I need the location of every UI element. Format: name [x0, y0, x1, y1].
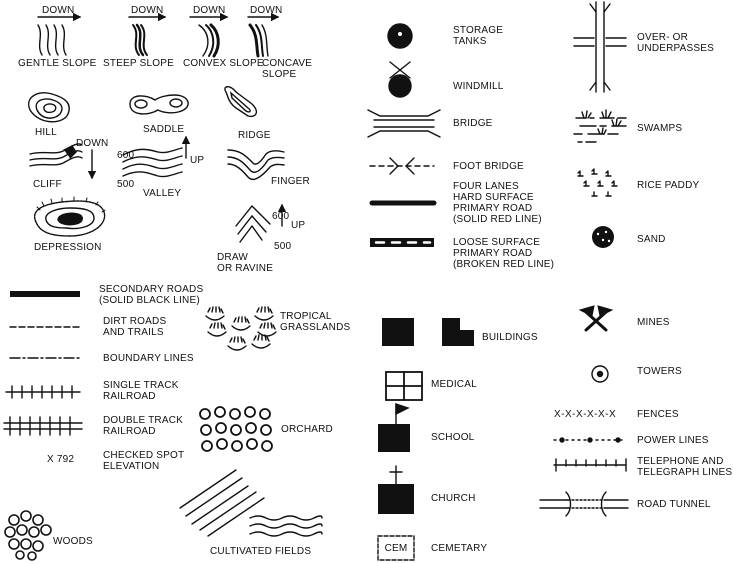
towers-icon	[592, 366, 608, 382]
tropical-grasslands-icon	[206, 307, 276, 350]
telephone-lines-label: TELEPHONE AND TELEGRAPH LINES	[637, 456, 733, 478]
bridge-icon	[368, 110, 440, 137]
finger-label: FINGER	[271, 176, 310, 187]
school-label: SCHOOL	[431, 432, 475, 443]
swamps-label: SWAMPS	[637, 123, 683, 134]
depression-icon	[35, 197, 105, 236]
down-label: DOWN	[250, 5, 283, 16]
dirt-roads-label: DIRT ROADS AND TRAILS	[103, 316, 167, 338]
primary-road-broken-symbol	[370, 238, 434, 247]
saddle-label: SADDLE	[143, 124, 185, 135]
telephone-lines-icon	[554, 459, 626, 471]
depression-label: DEPRESSION	[34, 242, 102, 253]
hill-label: HILL	[35, 127, 57, 138]
valley-600-label: 600	[117, 150, 135, 161]
cliff-icon	[30, 144, 82, 166]
convex-slope-icon	[199, 25, 218, 56]
cultivated-fields-label: CULTIVATED FIELDS	[210, 546, 312, 557]
road-tunnel-label: ROAD TUNNEL	[637, 499, 711, 510]
down-label: DOWN	[131, 5, 164, 16]
spot-elevation-symbol: X 792	[47, 454, 75, 465]
ridge-label: RIDGE	[238, 130, 271, 141]
woods-label: WOODS	[53, 536, 93, 547]
fence-symbol: X-X-X-X-X-X	[554, 409, 617, 420]
power-lines-label: POWER LINES	[637, 435, 709, 446]
gentle-slope-label: GENTLE SLOPE	[18, 58, 97, 69]
medical-label: MEDICAL	[431, 379, 477, 390]
road-tunnel-icon	[540, 492, 628, 516]
overpasses-label: OVER- OR UNDERPASSES	[637, 32, 715, 54]
sand-label: SAND	[637, 234, 666, 245]
draw-600-label: 600	[272, 211, 290, 222]
windmill-label: WINDMILL	[453, 81, 504, 92]
valley-500-label: 500	[117, 179, 135, 190]
draw-ravine-icon	[236, 206, 270, 242]
draw-500-label: 500	[274, 241, 292, 252]
hill-icon	[29, 93, 70, 122]
church-label: CHURCH	[431, 493, 476, 504]
storage-tank-icon	[388, 24, 412, 48]
saddle-icon	[130, 95, 188, 114]
single-track-label: SINGLE TRACK RAILROAD	[103, 380, 179, 402]
storage-tanks-label: STORAGE TANKS	[453, 25, 504, 47]
church-icon	[378, 466, 414, 514]
mines-icon	[580, 306, 612, 330]
towers-label: TOWERS	[637, 366, 682, 377]
loose-surface-label: LOOSE SURFACE PRIMARY ROAD (BROKEN RED LINE)	[453, 237, 555, 270]
ridge-icon	[225, 87, 256, 117]
double-track-label: DOUBLE TRACK RAILROAD	[103, 415, 184, 437]
overpass-icon	[574, 2, 626, 92]
gentle-slope-icon	[38, 25, 66, 55]
foot-bridge-label: FOOT BRIDGE	[453, 161, 524, 172]
power-lines-icon	[554, 438, 626, 442]
spot-elevation-label: CHECKED SPOT ELEVATION	[103, 450, 185, 472]
rice-paddy-icon	[578, 169, 617, 196]
steep-slope-label: STEEP SLOPE	[103, 58, 174, 69]
foot-bridge-icon	[370, 158, 434, 174]
school-icon	[378, 404, 410, 452]
cem-box-label: CEM	[384, 543, 408, 554]
medical-icon	[386, 372, 422, 400]
valley-up-label: UP	[190, 155, 205, 166]
convex-slope-label: CONVEX SLOPE	[183, 58, 264, 69]
draw-ravine-label: DRAW OR RAVINE	[217, 252, 274, 274]
cliff-down-label: DOWN	[76, 138, 109, 149]
secondary-roads-label: SECONDARY ROADS (SOLID BLACK LINE)	[99, 284, 204, 306]
woods-icon	[5, 511, 51, 560]
concave-slope-label: CONCAVE SLOPE	[262, 58, 313, 80]
steep-slope-icon	[133, 25, 147, 55]
down-label: DOWN	[42, 5, 75, 16]
fences-label: FENCES	[637, 409, 679, 420]
cliff-label: CLIFF	[33, 179, 62, 190]
rice-paddy-label: RICE PADDY	[637, 180, 700, 191]
tropical-grasslands-label: TROPICAL GRASSLANDS	[280, 311, 351, 333]
boundary-lines-label: BOUNDARY LINES	[103, 353, 194, 364]
swamps-icon	[574, 110, 626, 142]
building-icon	[382, 318, 414, 346]
finger-icon	[228, 150, 284, 179]
cultivated-fields-icon	[180, 470, 322, 536]
orchard-icon	[200, 407, 272, 451]
single-track-railroad-symbol	[6, 386, 80, 398]
four-lanes-label: FOUR LANES HARD SURFACE PRIMARY ROAD (SOLID RED LINE)	[453, 181, 542, 225]
concave-slope-icon	[250, 25, 268, 56]
bridge-label: BRIDGE	[453, 118, 493, 129]
orchard-label: ORCHARD	[281, 424, 333, 435]
cemetary-label: CEMETARY	[431, 543, 488, 554]
mines-label: MINES	[637, 317, 670, 328]
double-track-railroad-symbol	[4, 417, 82, 435]
windmill-icon	[389, 62, 411, 97]
buildings-label: BUILDINGS	[482, 332, 538, 343]
draw-up-label: UP	[291, 220, 306, 231]
valley-label: VALLEY	[143, 188, 182, 199]
building-icon	[442, 318, 474, 346]
sand-icon	[592, 226, 614, 248]
down-label: DOWN	[193, 5, 226, 16]
